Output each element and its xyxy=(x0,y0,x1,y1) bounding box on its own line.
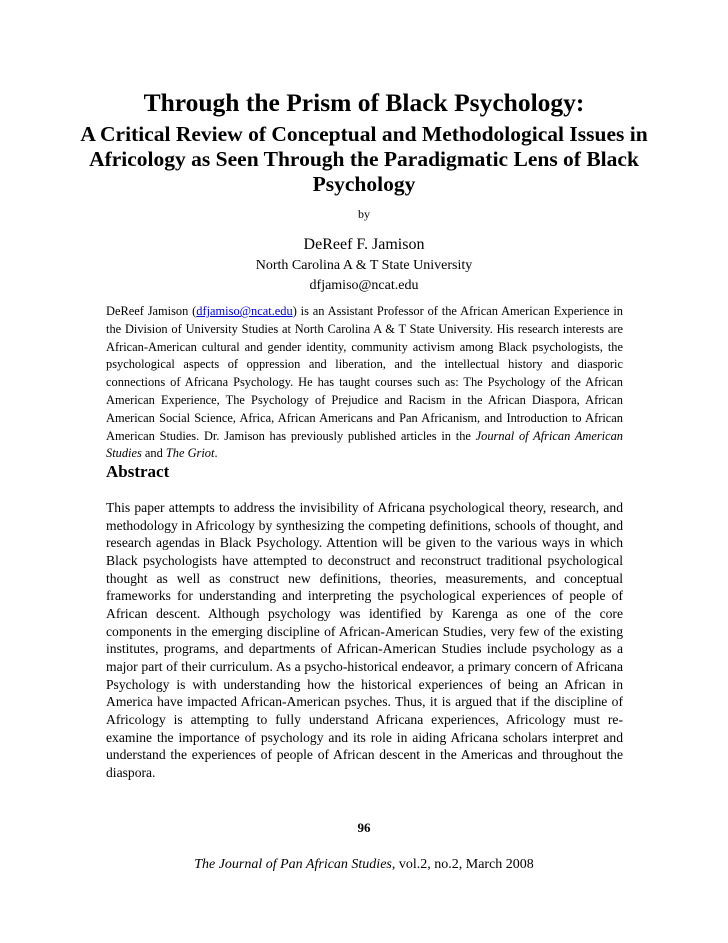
paper-title: Through the Prism of Black Psychology: xyxy=(143,88,585,117)
page-number: 96 xyxy=(357,820,371,835)
bio-end: . xyxy=(214,446,218,461)
abstract-heading: Abstract xyxy=(106,462,170,481)
footer-journal-name: The Journal of Pan African Studies xyxy=(194,857,392,872)
bio-email-link[interactable]: dfjamiso@ncat.edu xyxy=(196,304,293,318)
footer-details: , vol.2, no.2, March 2008 xyxy=(391,857,534,872)
byline: by xyxy=(358,207,370,221)
author-email: dfjamiso@ncat.edu xyxy=(309,278,419,293)
bio-journal-2: The Griot xyxy=(165,446,215,461)
abstract-body: This paper attempts to address the invisibility of Africana psychological theory, research, and methodology in Africology by synthesizing the competing definitions, schools of thought, and research agendas in Black Psychology. Attention will be given to the various ways in which Black psychologists have attempted to deconstruct and reconstruct traditional psychological thought as well as construct new definitions, theories, measurements, and conceptual frameworks for understanding and interpreting the psychological experiences of people of African descent. Although psychology was identified by Karenga as one of the core components in the emerging discipline of African-American Studies, very few of the existing institutes, programs, and departments of African-American Studies include psychology as a major part of their curriculum. As a psycho-historical endeavor, a primary concern of Africana Psychology is with understanding how the historical experiences of being an African in America have impacted African-American psyches. Thus, it is argued that if the discipline of Africology is attempting to fully understand Africana experiences, Africology must re-examine the importance of psychology and its role in aiding Africana scholars interpret and understand the experiences of people of African descent in the Americas and throughout the diaspora. xyxy=(106,500,623,780)
author-name: DeReef F. Jamison xyxy=(303,236,425,253)
bio-and: and xyxy=(141,446,166,461)
bio-text: ) is an Assistant Professor of the African American Experience in the Division of University Studies at North Carolina A & T State University. His research interests are African-American cultural and gender identity, community activism among Black psychologists, the psychological aspects of oppression and liberation, and the intellectual history and diasporic connections of Africana Psychology. He has taught courses such as: The Psychology of the African American Experience, The Psychology of Prejudice and Racism in the African Diaspora, African American Social Science, Africa, African Americans and Pan Africanism, and Introduction to African American Studies. Dr. Jamison has previously published articles in the xyxy=(106,304,623,443)
author-affiliation: North Carolina A & T State University xyxy=(255,258,473,273)
title-block xyxy=(60,88,668,197)
bio-journal-1: Journal of African American Studies xyxy=(106,428,623,461)
paper-subtitle: A Critical Review of Conceptual and Methodological Issues in Africology as Seen Through the Paradigmatic Lens of Black Psychology xyxy=(80,122,648,196)
bio-lead: DeReef Jamison ( xyxy=(106,304,197,318)
author-bio xyxy=(106,303,623,463)
journal-footer xyxy=(0,857,728,873)
